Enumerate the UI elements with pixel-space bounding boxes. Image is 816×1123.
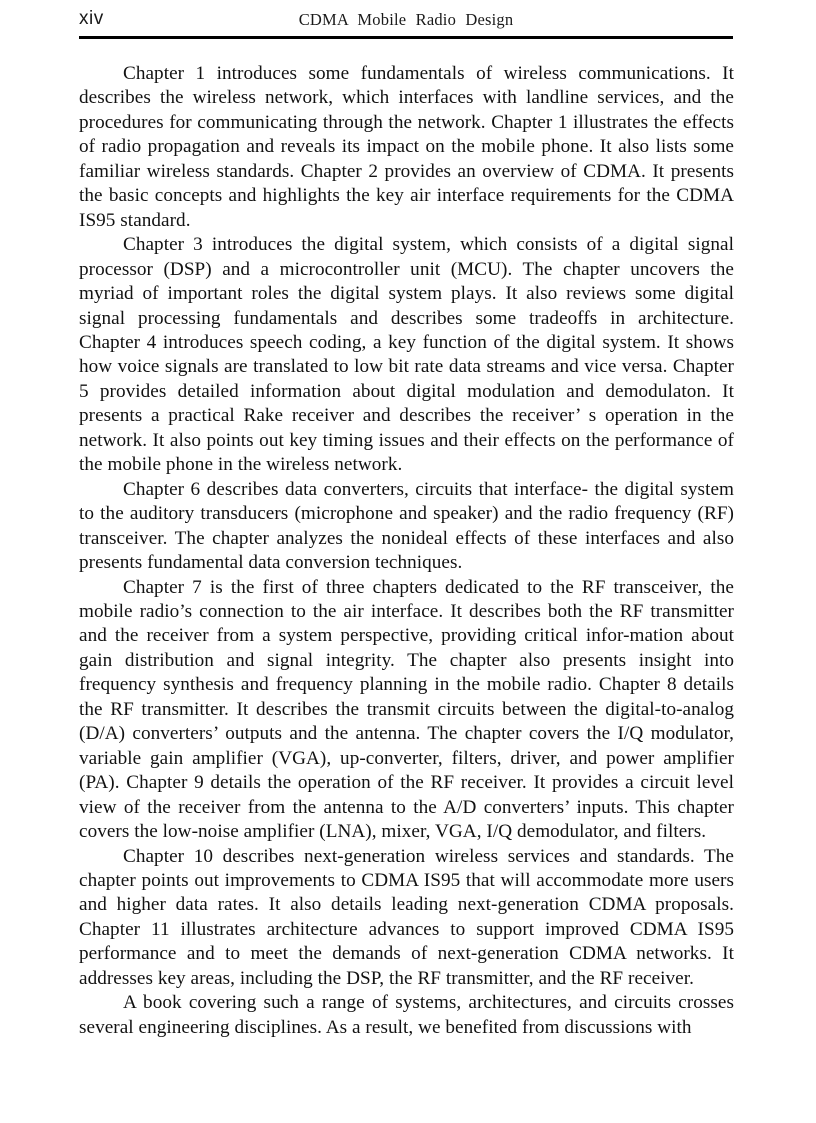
paragraph: Chapter 7 is the first of three chapters dedicated to the RF transceiver, the mobile radio’s connection to the air interface. It describes both the RF transmitter and the receiver from a system perspective, providing critical infor-mation about gain distribution and signal integrity. The chapter also presents insight into frequency synthesis and frequency planning in the mobile radio. Chapter 8 details the RF transmitter. It describes the transmit circuits between the digital-to-analog (D/A) converters’ outputs and the antenna. The chapter covers the I/Q modulator, variable gain amplifier (VGA), up-converter, filters, driver, and power amplifier (PA). Chapter 9 details the operation of the RF receiver. It provides a circuit level view of the receiver from the antenna to the A/D converters’ inputs. This chapter covers the low-noise amplifier (LNA), mixer, VGA, I/Q demodulator, and filters. <box>79 576 734 843</box>
paragraph: Chapter 1 introduces some fundamentals of wireless communications. It describes the wireless network, which interfaces with landline services, and the procedures for communicating through the network. Chapter 1 illustrates the effects of radio propagation and reveals its impact on the mobile phone. It also lists some familiar wireless standards. Chapter 2 provides an overview of CDMA. It presents the basic concepts and highlights the key air interface requirements for the CDMA IS95 standard. <box>79 63 734 231</box>
body-text-block <box>79 62 734 1040</box>
paragraph: Chapter 10 describes next-generation wireless services and standards. The chapter points out improvements to CDMA IS95 that will accommodate more users and higher data rates. It also details leading next-generation CDMA proposals. Chapter 11 illustrates architecture advances to support improved CDMA IS95 performance and to meet the demands of next-generation CDMA networks. It addresses key areas, including the DSP, the RF transmitter, and the RF receiver. <box>79 845 734 989</box>
paragraph: Chapter 6 describes data converters, circuits that interface- the digital system to the auditory transducers (microphone and speaker) and the radio frequency (RF) transceiver. The chapter analyzes the nonideal effects of these interfaces and also presents fundamental data conversion techniques. <box>79 478 734 574</box>
page-number: xiv <box>79 8 104 29</box>
paragraph: Chapter 3 introduces the digital system, which consists of a digital signal processor (DSP) and a microcontroller unit (MCU). The chapter uncovers the myriad of important roles the digital system plays. It also reviews some digital signal processing fundamentals and describes some tradeoffs in architecture. Chapter 4 introduces speech coding, a key function of the digital system. It shows how voice signals are translated to low bit rate data streams and vice versa. Chapter 5 provides detailed information about digital modulation and demodulaton. It presents a practical Rake receiver and describes the receiver’ s operation in the network. It also points out key timing issues and their effects on the performance of the mobile phone in the wireless network. <box>79 234 734 476</box>
running-head <box>79 8 733 34</box>
book-title: CDMA Mobile Radio Design <box>298 10 514 29</box>
paragraph: A book covering such a range of systems, architectures, and circuits crosses several engineering disciplines. As a result, we benefited from discussions with <box>79 992 734 1038</box>
header-divider-rule <box>79 36 733 39</box>
